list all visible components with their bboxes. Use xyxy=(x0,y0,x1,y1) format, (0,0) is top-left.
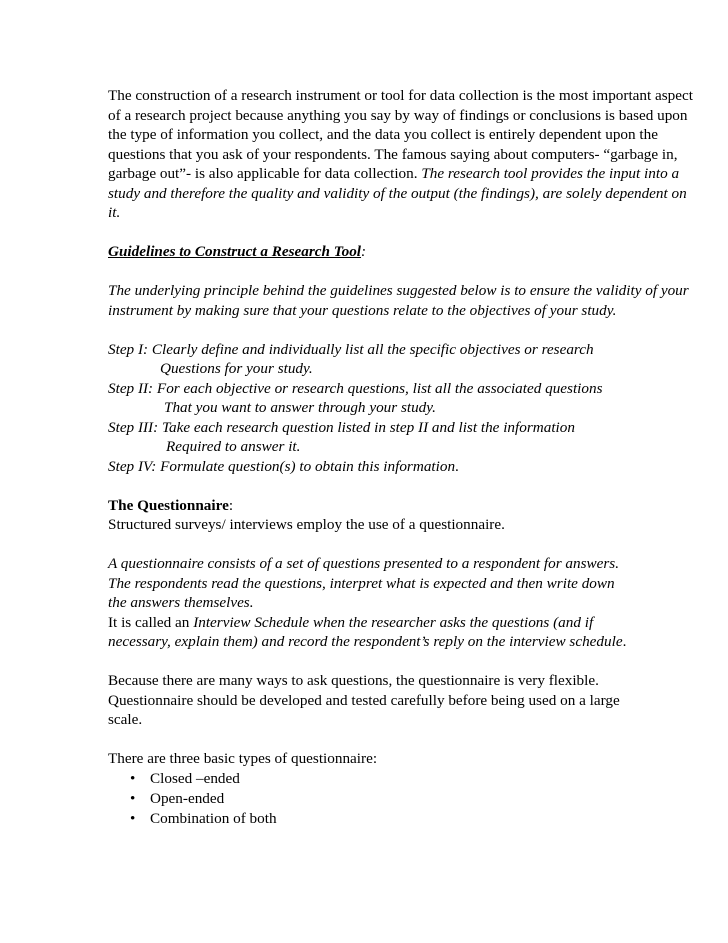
paragraph-gap xyxy=(108,320,728,340)
list-item xyxy=(108,809,728,829)
intro-paragraph xyxy=(108,86,728,223)
intro-line: The construction of a research instrument or tool for data collection is the most important aspect xyxy=(108,87,693,104)
paragraph-gap xyxy=(108,476,728,496)
step-4-line xyxy=(108,457,728,477)
document-body xyxy=(108,86,728,829)
step-4-text: Step IV: Formulate question(s) to obtain this information xyxy=(108,457,456,475)
bullet-icon: • xyxy=(130,789,136,807)
step-1-continuation: Questions for your study. xyxy=(160,360,313,377)
definition-line: The respondents read the questions, interpret what is expected and then write down xyxy=(108,574,615,592)
guidelines-principle xyxy=(108,281,728,320)
questionnaire-flexible xyxy=(108,671,728,730)
questionnaire-heading xyxy=(108,496,728,516)
principle-line: The underlying principle behind the guidelines suggested below is to ensure the validity of your xyxy=(108,282,689,299)
intro-line xyxy=(108,164,728,184)
paragraph-gap xyxy=(108,652,728,672)
step-4-period: . xyxy=(455,457,459,475)
paragraph-gap xyxy=(108,262,728,282)
types-list xyxy=(108,769,728,829)
bullet-icon: • xyxy=(130,769,136,787)
intro-line: of a research project because anything you say by way of findings or conclusions is based upon xyxy=(108,106,688,124)
types-intro: There are three basic types of questionnaire: xyxy=(108,750,378,767)
intro-line: it. xyxy=(108,204,121,221)
schedule-prefix: It is called an xyxy=(108,613,194,631)
step-2-line: Step II: For each objective or research questions, list all the associated questions xyxy=(108,379,603,397)
schedule-line xyxy=(108,613,728,633)
guidelines-heading-colon: : xyxy=(361,243,367,260)
intro-line: questions that you ask of your respondents. The famous saying about computers- “garbage in, xyxy=(108,145,678,163)
flexible-line: Because there are many ways to ask questions, the questionnaire is very flexible. xyxy=(108,672,599,689)
step-2-continuation: That you want to answer through your study. xyxy=(164,399,436,416)
questionnaire-heading-colon: : xyxy=(228,496,234,514)
list-item xyxy=(108,769,728,789)
questionnaire-subline: Structured surveys/ interviews employ the use of a questionnaire. xyxy=(108,516,505,533)
paragraph-gap xyxy=(108,223,728,243)
guidelines-heading xyxy=(108,242,728,262)
bullet-icon: • xyxy=(130,809,136,827)
list-item-text: Combination of both xyxy=(150,809,277,827)
list-item xyxy=(108,789,728,809)
principle-line: instrument by making sure that your questions relate to the objectives of your study. xyxy=(108,301,617,319)
flexible-line: Questionnaire should be developed and tested carefully before being used on a large xyxy=(108,691,620,709)
questionnaire-heading-text: The Questionnaire xyxy=(108,496,229,514)
intro-line: study and therefore the quality and validity of the output (the findings), are solely dependent on xyxy=(108,184,687,202)
schedule-period: . xyxy=(622,633,627,650)
schedule-italic: necessary, explain them) and record the respondent’s reply on the interview schedule xyxy=(108,633,623,650)
definition-line: the answers themselves. xyxy=(108,594,254,611)
flexible-line: scale. xyxy=(108,711,143,728)
paragraph-gap xyxy=(108,535,728,555)
intro-line: the type of information you collect, and the data you collect is entirely dependent upon the xyxy=(108,126,658,143)
step-3-line: Step III: Take each research question listed in step II and list the information xyxy=(108,418,575,436)
schedule-italic: Interview Schedule when the researcher asks the questions (and if xyxy=(193,613,594,631)
step-1-line: Step I: Clearly define and individually list all the specific objectives or research xyxy=(108,340,594,358)
schedule-line xyxy=(108,632,728,652)
questionnaire-definition xyxy=(108,554,728,652)
guidelines-steps xyxy=(108,340,728,477)
list-item-text: Open-ended xyxy=(150,789,225,807)
intro-italic-text: The research tool provides the input into a xyxy=(421,165,680,182)
guidelines-heading-text: Guidelines to Construct a Research Tool xyxy=(108,243,362,260)
definition-line: A questionnaire consists of a set of questions presented to a respondent for answers. xyxy=(108,555,620,572)
list-item-text: Closed –ended xyxy=(150,769,240,787)
paragraph-gap xyxy=(108,730,728,750)
intro-line-text: garbage out”- is also applicable for data collection. xyxy=(108,165,422,182)
step-3-continuation: Required to answer it. xyxy=(166,438,301,455)
